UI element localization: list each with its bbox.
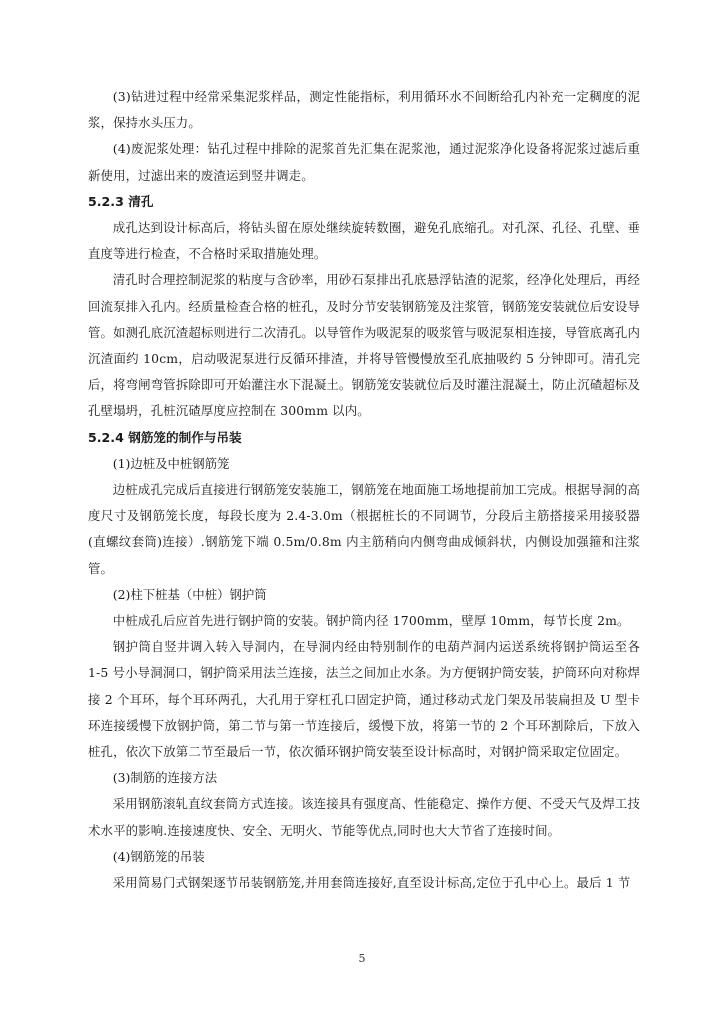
paragraph-waste-mud-treatment: (4)废泥浆处理：钻孔过程中排除的泥浆首先汇集在泥浆池，通过泥浆净化设备将泥浆过滤后重新使用，过滤出来的废渣运到竖井调走。 (88, 141, 640, 183)
paragraph-steel-casing-install: 钢护筒自竖井调入转入导洞内，在导洞内经由特别制作的电葫芦洞内运送系统将钢护筒运至各 1-5 号小导洞洞口，钢护筒采用法兰连接，法兰之间加止水条。为方便钢护筒安装，护筒环向对称焊接 2 个耳环，每个耳环两孔，大孔用于穿杠孔口固定护筒，通过移动式龙门架及吊装扁担及 U 型卡环连接缓慢下放钢护筒，第二节与第一节连接后，缓慢下放，将第一节的 2 个耳环割除后，下放入桩孔，依次下放第二节至最后一节，依次循环钢护筒安装至设计标高时，对钢护筒采取定位固定。 (88, 639, 640, 760)
subheading-rebar-connection: (3)制筋的连接方法 (112, 770, 218, 786)
paragraph-hole-cleaning: 清孔时合理控制泥浆的粘度与含砂率，用砂石泵排出孔底悬浮钻渣的泥浆，经净化处理后，再经回流泵排入孔内。经质量检查合格的桩孔，及时分节安装钢筋笼及注浆管，钢筋笼安装就位后安设导管。如测孔底沉渣超标则进行二次清孔。以导管作为吸泥泵的吸浆管与吸泥泵相连接，导管底离孔内沉渣面约 10cm，启动吸泥泵进行反循环排渣，并将导管慢慢放至孔底抽吸约 5 分钟即可。清孔完后，将弯闸弯管拆除即可开始灌注水下混凝土。钢筋笼安装就位后及时灌注混凝土，防止沉碴超标及孔壁塌坍，孔桩沉碴厚度应控制在 300mm 以内。 (88, 272, 640, 419)
paragraph-cage-hoisting: 采用简易门式钢架逐节吊装钢筋笼,并用套筒连接好,直至设计标高,定位于孔中心上。最后 1 节 (112, 875, 631, 891)
section-heading-5-2-3: 5.2.3 清孔 (88, 193, 154, 209)
paragraph-rebar-connection: 采用钢筋滚轧直纹套筒方式连接。该连接具有强度高、性能稳定、操作方便、不受天气及焊工技术水平的影响.连接速度快、安全、无明火、节能等优点,同时也大大节省了连接时间。 (88, 796, 640, 838)
subheading-steel-casing: (2)柱下桩基（中桩）钢护筒 (112, 586, 267, 602)
paragraph-steel-casing-spec: 中桩成孔后应首先进行钢护筒的安装。钢护筒内径 1700mm，壁厚 10mm，每节长度 2m。 (112, 613, 630, 629)
document-page (88, 84, 640, 896)
page-number: 5 (358, 952, 366, 965)
subheading-edge-pile-cage: (1)边桩及中桩钢筋笼 (112, 455, 230, 471)
paragraph-mud-sampling: (3)钻进过程中经常采集泥浆样品，测定性能指标，利用循环水不间断给孔内补充一定稠度的泥浆，保持水头压力。 (88, 89, 640, 131)
paragraph-hole-inspection: 成孔达到设计标高后，将钻头留在原处继续旋转数圈，避免孔底缩孔。对孔深、孔径、孔壁、垂直度等进行检查，不合格时采取措施处理。 (88, 220, 640, 262)
subheading-cage-hoisting: (4)钢筋笼的吊装 (112, 848, 205, 864)
section-heading-5-2-4: 5.2.4 钢筋笼的制作与吊装 (88, 429, 242, 445)
paragraph-edge-pile-cage: 边桩成孔完成后直接进行钢筋笼安装施工，钢筋笼在地面施工场地提前加工完成。根据导洞的高度尺寸及钢筋笼长度，每段长度为 2.4-3.0m（根据桩长的不同调节，分段后主筋搭接采用接驳器(直螺纹套筒)连接）.钢筋笼下端 0.5m/0.8m 内主筋稍向内侧弯曲成倾斜状，内侧设加强箍和注浆管。 (88, 482, 640, 576)
